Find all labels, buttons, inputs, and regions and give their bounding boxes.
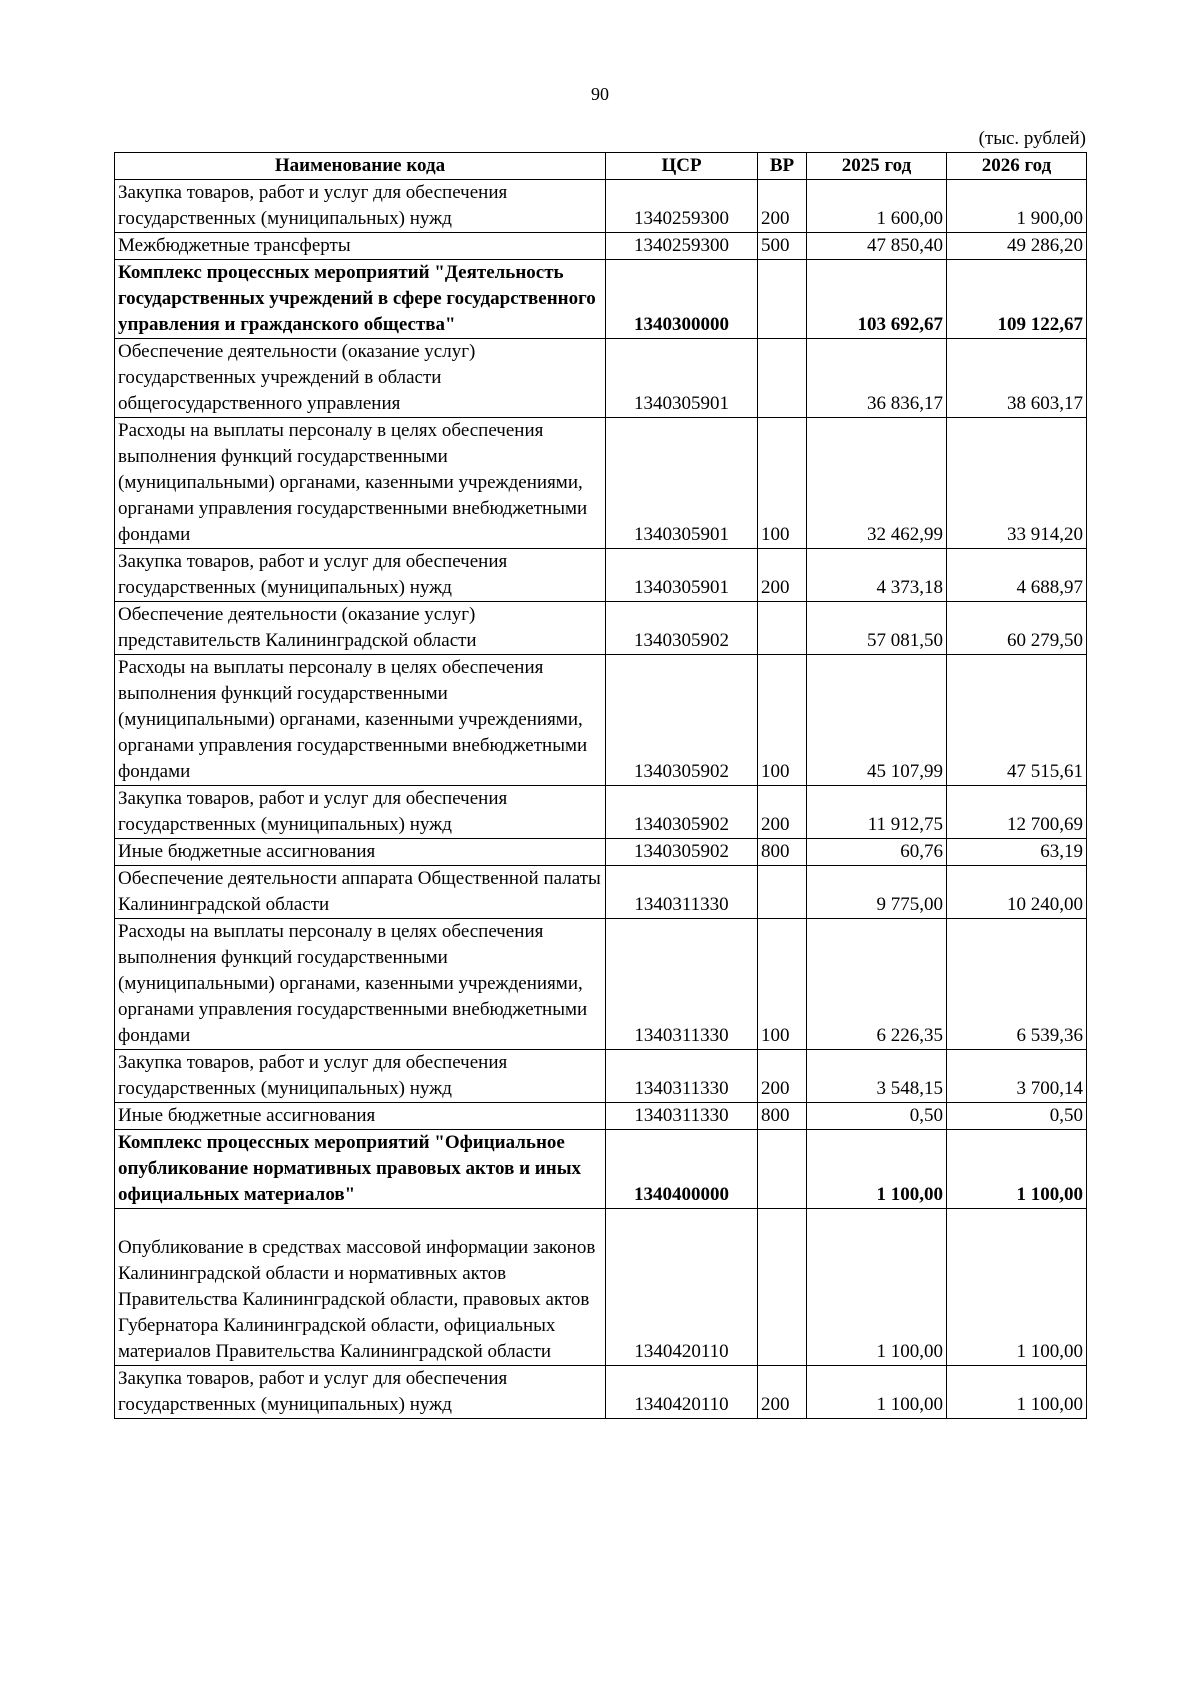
vr-cell: 800 [758, 839, 807, 866]
amount-2025-cell: 1 100,00 [807, 1366, 947, 1419]
csr-cell: 1340311330 [606, 919, 758, 1050]
amount-2025-cell: 36 836,17 [807, 339, 947, 418]
table-row [115, 655, 1087, 786]
vr-cell: 200 [758, 786, 807, 839]
amount-2026-cell: 10 240,00 [947, 866, 1087, 919]
table-row [115, 418, 1087, 549]
vr-cell: 200 [758, 549, 807, 602]
amount-2026-cell: 47 515,61 [947, 655, 1087, 786]
csr-cell: 1340305901 [606, 418, 758, 549]
vr-cell [758, 1130, 807, 1209]
vr-cell [758, 339, 807, 418]
amount-2026-cell: 49 286,20 [947, 233, 1087, 260]
amount-2026-cell: 1 100,00 [947, 1366, 1087, 1419]
name-cell: Расходы на выплаты персоналу в целях обеспечения выполнения функций государственными (муниципальными) органами, казенными учреждениями, органами управления государственными внебюджетными фондами [115, 919, 606, 1050]
amount-2025-cell: 32 462,99 [807, 418, 947, 549]
header-csr: ЦСР [606, 153, 758, 180]
amount-2025-cell: 3 548,15 [807, 1050, 947, 1103]
name-cell: Закупка товаров, работ и услуг для обеспечения государственных (муниципальных) нужд [115, 180, 606, 233]
csr-cell: 1340420110 [606, 1366, 758, 1419]
amount-2025-cell: 57 081,50 [807, 602, 947, 655]
name-cell: Опубликование в средствах массовой информации законов Калининградской области и нормативных актов Правительства Калининградской области, правовых актов Губернатора Калининградской области, официальных материалов Правительства Калининградской области [115, 1209, 606, 1366]
amount-2025-cell: 1 100,00 [807, 1209, 947, 1366]
table-row [115, 549, 1087, 602]
csr-cell: 1340259300 [606, 180, 758, 233]
amount-2025-cell: 47 850,40 [807, 233, 947, 260]
table-row [115, 919, 1087, 1050]
vr-cell: 200 [758, 1366, 807, 1419]
vr-cell [758, 1209, 807, 1366]
csr-cell: 1340400000 [606, 1130, 758, 1209]
csr-cell: 1340300000 [606, 260, 758, 339]
amount-2026-cell: 6 539,36 [947, 919, 1087, 1050]
name-cell: Закупка товаров, работ и услуг для обеспечения государственных (муниципальных) нужд [115, 549, 606, 602]
name-cell: Иные бюджетные ассигнования [115, 839, 606, 866]
vr-cell [758, 260, 807, 339]
vr-cell [758, 866, 807, 919]
amount-2025-cell: 1 100,00 [807, 1130, 947, 1209]
amount-2026-cell: 33 914,20 [947, 418, 1087, 549]
amount-2026-cell: 3 700,14 [947, 1050, 1087, 1103]
table-row [115, 1209, 1087, 1366]
vr-cell [758, 602, 807, 655]
name-cell: Обеспечение деятельности (оказание услуг) государственных учреждений в области общегосударственного управления [115, 339, 606, 418]
amount-2026-cell: 1 100,00 [947, 1130, 1087, 1209]
name-cell: Обеспечение деятельности аппарата Общественной палаты Калининградской области [115, 866, 606, 919]
amount-2026-cell: 0,50 [947, 1103, 1087, 1130]
amount-2025-cell: 9 775,00 [807, 866, 947, 919]
amount-2025-cell: 11 912,75 [807, 786, 947, 839]
units-label: (тыс. рублей) [978, 128, 1086, 149]
table-row [115, 1130, 1087, 1209]
amount-2026-cell: 1 100,00 [947, 1209, 1087, 1366]
csr-cell: 1340305902 [606, 655, 758, 786]
amount-2026-cell: 63,19 [947, 839, 1087, 866]
table-row [115, 260, 1087, 339]
amount-2026-cell: 38 603,17 [947, 339, 1087, 418]
vr-cell: 100 [758, 655, 807, 786]
table-header [115, 153, 1087, 180]
amount-2026-cell: 60 279,50 [947, 602, 1087, 655]
amount-2025-cell: 103 692,67 [807, 260, 947, 339]
header-vr: ВР [758, 153, 807, 180]
vr-cell: 100 [758, 919, 807, 1050]
budget-table [114, 152, 1087, 1419]
amount-2026-cell: 109 122,67 [947, 260, 1087, 339]
table-row [115, 233, 1087, 260]
header-row [115, 153, 1087, 180]
table-row [115, 839, 1087, 866]
amount-2025-cell: 45 107,99 [807, 655, 947, 786]
page-number: 90 [591, 84, 609, 104]
csr-cell: 1340305902 [606, 602, 758, 655]
name-cell: Расходы на выплаты персоналу в целях обеспечения выполнения функций государственными (муниципальными) органами, казенными учреждениями, органами управления государственными внебюджетными фондами [115, 655, 606, 786]
csr-cell: 1340305902 [606, 786, 758, 839]
name-cell: Комплекс процессных мероприятий "Официальное опубликование нормативных правовых актов и иных официальных материалов" [115, 1130, 606, 1209]
name-cell: Закупка товаров, работ и услуг для обеспечения государственных (муниципальных) нужд [115, 786, 606, 839]
csr-cell: 1340305902 [606, 839, 758, 866]
name-cell: Закупка товаров, работ и услуг для обеспечения государственных (муниципальных) нужд [115, 1366, 606, 1419]
csr-cell: 1340311330 [606, 1103, 758, 1130]
amount-2026-cell: 4 688,97 [947, 549, 1087, 602]
name-cell: Иные бюджетные ассигнования [115, 1103, 606, 1130]
header-2026: 2026 год [947, 153, 1087, 180]
table-row [115, 602, 1087, 655]
table-row [115, 1366, 1087, 1419]
name-cell: Межбюджетные трансферты [115, 233, 606, 260]
table-body [115, 180, 1087, 1419]
vr-cell: 100 [758, 418, 807, 549]
header-2025: 2025 год [807, 153, 947, 180]
name-cell: Комплекс процессных мероприятий "Деятельность государственных учреждений в сфере государственного управления и гражданского общества" [115, 260, 606, 339]
table-row [115, 180, 1087, 233]
vr-cell: 200 [758, 1050, 807, 1103]
vr-cell: 200 [758, 180, 807, 233]
amount-2026-cell: 1 900,00 [947, 180, 1087, 233]
csr-cell: 1340420110 [606, 1209, 758, 1366]
amount-2025-cell: 60,76 [807, 839, 947, 866]
amount-2025-cell: 1 600,00 [807, 180, 947, 233]
name-cell: Обеспечение деятельности (оказание услуг) представительств Калининградской области [115, 602, 606, 655]
name-cell: Закупка товаров, работ и услуг для обеспечения государственных (муниципальных) нужд [115, 1050, 606, 1103]
amount-2025-cell: 6 226,35 [807, 919, 947, 1050]
name-cell: Расходы на выплаты персоналу в целях обеспечения выполнения функций государственными (муниципальными) органами, казенными учреждениями, органами управления государственными внебюджетными фондами [115, 418, 606, 549]
amount-2025-cell: 0,50 [807, 1103, 947, 1130]
csr-cell: 1340311330 [606, 1050, 758, 1103]
table-row [115, 786, 1087, 839]
table-row [115, 1103, 1087, 1130]
csr-cell: 1340305901 [606, 549, 758, 602]
header-name: Наименование кода [115, 153, 606, 180]
amount-2026-cell: 12 700,69 [947, 786, 1087, 839]
csr-cell: 1340259300 [606, 233, 758, 260]
csr-cell: 1340305901 [606, 339, 758, 418]
table-row [115, 339, 1087, 418]
table-row [115, 1050, 1087, 1103]
vr-cell: 800 [758, 1103, 807, 1130]
amount-2025-cell: 4 373,18 [807, 549, 947, 602]
vr-cell: 500 [758, 233, 807, 260]
csr-cell: 1340311330 [606, 866, 758, 919]
table-row [115, 866, 1087, 919]
